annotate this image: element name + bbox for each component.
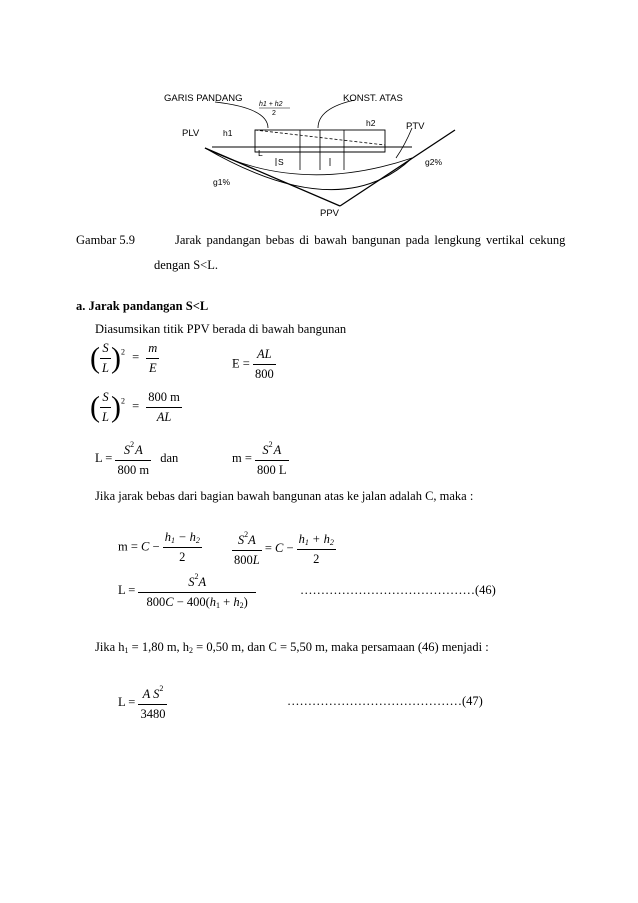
equation-1: ( $\frac{S}{L}$ )$^2$ = $\frac{m}{E}$ [90, 341, 158, 375]
figure-caption-label: Gambar 5.9 [76, 233, 136, 247]
equation-46-number: ……………………………………(46) [300, 583, 496, 597]
label-ppv: PPV [320, 208, 340, 219]
konst-atas-leader [318, 100, 355, 128]
label-g1: g1% [213, 177, 231, 187]
label-plv: PLV [182, 128, 200, 139]
equation-2: ( $\frac{S}{L}$ )$^2$ = $\frac{800 m}{AL}$ [90, 390, 180, 424]
label-ptv: PTV [406, 121, 425, 132]
label-L: L [258, 148, 263, 158]
assumption-text: Diasumsikan titik PPV berada di bawah bangunan [95, 322, 347, 336]
section-heading: a. Jarak pandangan S<L [76, 299, 209, 313]
label-h-frac-num: h1 + h2 [259, 101, 283, 108]
equation-L: L = $\frac{S^2 A}{800 m}$ dan [95, 440, 179, 477]
paragraph-1: Jika jarak bebas dari bagian bawah bangunan atas ke jalan adalah C, maka : [95, 489, 474, 503]
equation-m: m = $\frac{S^2 A}{800 L}$ [232, 440, 287, 477]
paragraph-2: Jika $h_1 = 1,80$ m, $h_2 = 0,50$ m, dan C = 5,50 m, maka persamaan (46) menjadi : [95, 640, 489, 655]
equation-3-left: m = C − $\frac{h_1 - h_2}{2}$ [118, 530, 200, 564]
label-konst-atas: KONST. ATAS [343, 93, 403, 104]
vertical-curve [205, 148, 412, 190]
label-h-frac-den: 2 [272, 110, 276, 117]
label-h1: h1 [223, 128, 233, 138]
equation-3-right: $\frac{S^2A}{800L}$ = C − $\frac{h_1 + h_2}{2}$ [234, 530, 334, 567]
equation-46: L = $\frac{S^2A}{800C - 400(h_1 + h_2)}$ [118, 572, 256, 610]
label-garis-pandang: GARIS PANDANG [164, 93, 243, 104]
vertical-curve-diagram [0, 0, 638, 230]
label-h2: h2 [366, 118, 376, 128]
equation-47-number: ……………………………………(47) [287, 694, 483, 708]
figure-caption-line2: dengan S<L. [154, 258, 218, 272]
figure-caption-line1: Jarak pandangan bebas di bawah bangunan pada lengkung vertikal cekung [175, 233, 566, 247]
label-S: S [278, 157, 284, 167]
equation-E: E = $\frac{AL}{800}$ [232, 347, 274, 381]
label-g2: g2% [425, 157, 443, 167]
ptv-leader [396, 128, 412, 158]
equation-47: L = $\frac{A S^2}{3480}$ [118, 684, 166, 721]
